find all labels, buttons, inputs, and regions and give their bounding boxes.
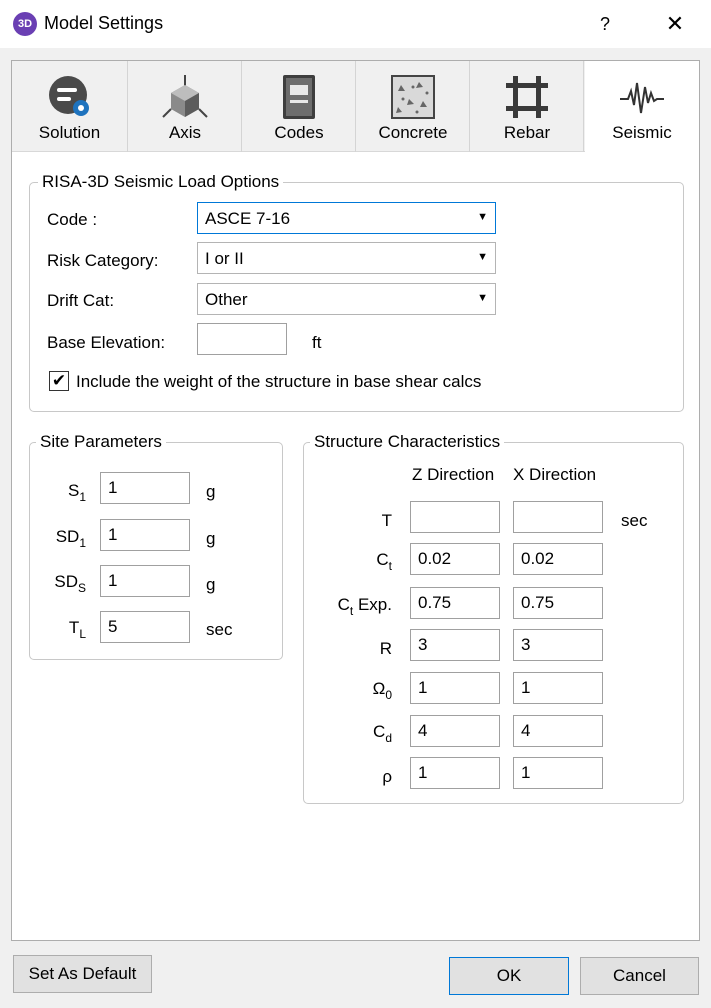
ct-x-input[interactable]: 0.02 — [513, 543, 603, 575]
drift-cat-label: Drift Cat: — [47, 291, 115, 310]
risk-category-label: Risk Category: — [47, 251, 159, 270]
tab-strip — [12, 61, 699, 152]
tab-codes[interactable] — [243, 61, 356, 152]
risk-category-value: I or II — [205, 249, 244, 268]
set-as-default-button[interactable]: Set As Default — [13, 955, 152, 993]
axis-cube-icon — [161, 73, 209, 121]
t-x-input[interactable] — [513, 501, 603, 533]
r-label: R — [379, 639, 392, 658]
rho-x-input[interactable]: 1 — [513, 757, 603, 789]
window-title: Model Settings — [44, 13, 164, 33]
sd1-input[interactable]: 1 — [100, 519, 190, 551]
rho-label: ρ — [382, 767, 392, 786]
tab-codes-label: Codes — [274, 123, 324, 142]
site-parameters-group — [29, 432, 283, 660]
sd1-unit: g — [206, 529, 216, 548]
drift-cat-value: Other — [205, 290, 248, 309]
help-button[interactable]: ? — [599, 14, 610, 34]
ct-exp-z-input[interactable]: 0.75 — [410, 587, 500, 619]
base-elevation-label: Base Elevation: — [47, 333, 166, 352]
tab-seismic[interactable] — [585, 61, 699, 153]
sds-input[interactable]: 1 — [100, 565, 190, 597]
sds-unit: g — [206, 575, 216, 594]
rebar-grid-icon — [503, 73, 551, 121]
tab-solution[interactable] — [12, 61, 128, 152]
structure-characteristics-group — [303, 432, 684, 804]
chevron-down-icon: ▼ — [477, 211, 488, 223]
site-parameters-title: Site Parameters — [36, 432, 166, 452]
code-value: ASCE 7-16 — [205, 209, 291, 228]
app-icon: 3D — [13, 12, 37, 36]
seismic-wave-icon — [618, 73, 666, 121]
tl-unit: sec — [206, 620, 233, 639]
base-elevation-unit: ft — [312, 333, 322, 352]
s1-unit: g — [206, 482, 216, 501]
cancel-button[interactable]: Cancel — [580, 957, 699, 995]
sd1-label: $SD_1$ — [55, 527, 86, 550]
tl-input[interactable]: 5 — [100, 611, 190, 643]
ok-button[interactable]: OK — [449, 957, 569, 995]
close-button[interactable]: ✕ — [665, 11, 685, 36]
s1-input[interactable]: 1 — [100, 472, 190, 504]
ct-exp-x-input[interactable]: 0.75 — [513, 587, 603, 619]
title-bar — [0, 0, 711, 48]
t-label: T — [381, 511, 392, 530]
chevron-down-icon: ▼ — [477, 292, 488, 304]
omega-x-input[interactable]: 1 — [513, 672, 603, 704]
tab-concrete-label: Concrete — [378, 123, 448, 142]
base-elevation-input[interactable] — [197, 323, 287, 355]
r-z-input[interactable]: 3 — [410, 629, 500, 661]
seismic-options-group — [29, 172, 684, 412]
x-direction-header: X Direction — [513, 465, 597, 484]
omega-label: $\Omega_0$ — [372, 679, 392, 702]
ct-z-input[interactable]: 0.02 — [410, 543, 500, 575]
z-direction-header: Z Direction — [412, 465, 495, 484]
concrete-block-icon — [389, 73, 437, 121]
r-x-input[interactable]: 3 — [513, 629, 603, 661]
t-z-input[interactable] — [410, 501, 500, 533]
structure-characteristics-title: Structure Characteristics — [310, 432, 504, 452]
code-book-icon — [275, 73, 323, 121]
include-weight-label: Include the weight of the structure in base shear calcs — [76, 372, 482, 391]
t-unit: sec — [621, 511, 648, 530]
tab-concrete[interactable] — [357, 61, 470, 152]
drift-cat-select[interactable] — [197, 283, 496, 315]
ct-exp-label: $C_t$ Exp. — [337, 595, 392, 618]
include-weight-checkbox[interactable]: ✔ — [49, 371, 69, 391]
s1-label: $S_1$ — [67, 481, 86, 504]
cd-x-input[interactable]: 4 — [513, 715, 603, 747]
solution-gear-icon — [46, 73, 94, 121]
tl-label: $T_L$ — [68, 618, 86, 641]
tab-seismic-label: Seismic — [612, 123, 672, 142]
cd-z-input[interactable]: 4 — [410, 715, 500, 747]
tab-rebar-label: Rebar — [503, 123, 551, 142]
seismic-options-title: RISA-3D Seismic Load Options — [38, 172, 283, 192]
ct-label: $C_t$ — [376, 550, 392, 573]
tab-solution-label: Solution — [38, 123, 101, 142]
sds-label: $SD_S$ — [54, 572, 86, 595]
omega-z-input[interactable]: 1 — [410, 672, 500, 704]
rho-z-input[interactable]: 1 — [410, 757, 500, 789]
code-label: Code : — [47, 210, 98, 229]
cd-label: $C_d$ — [373, 722, 392, 745]
settings-panel — [11, 60, 700, 941]
code-select[interactable] — [197, 202, 496, 234]
chevron-down-icon: ▼ — [477, 251, 488, 263]
tab-axis-label: Axis — [168, 123, 202, 142]
risk-category-select[interactable] — [197, 242, 496, 274]
tab-rebar[interactable] — [471, 61, 584, 152]
tab-axis[interactable] — [129, 61, 242, 152]
